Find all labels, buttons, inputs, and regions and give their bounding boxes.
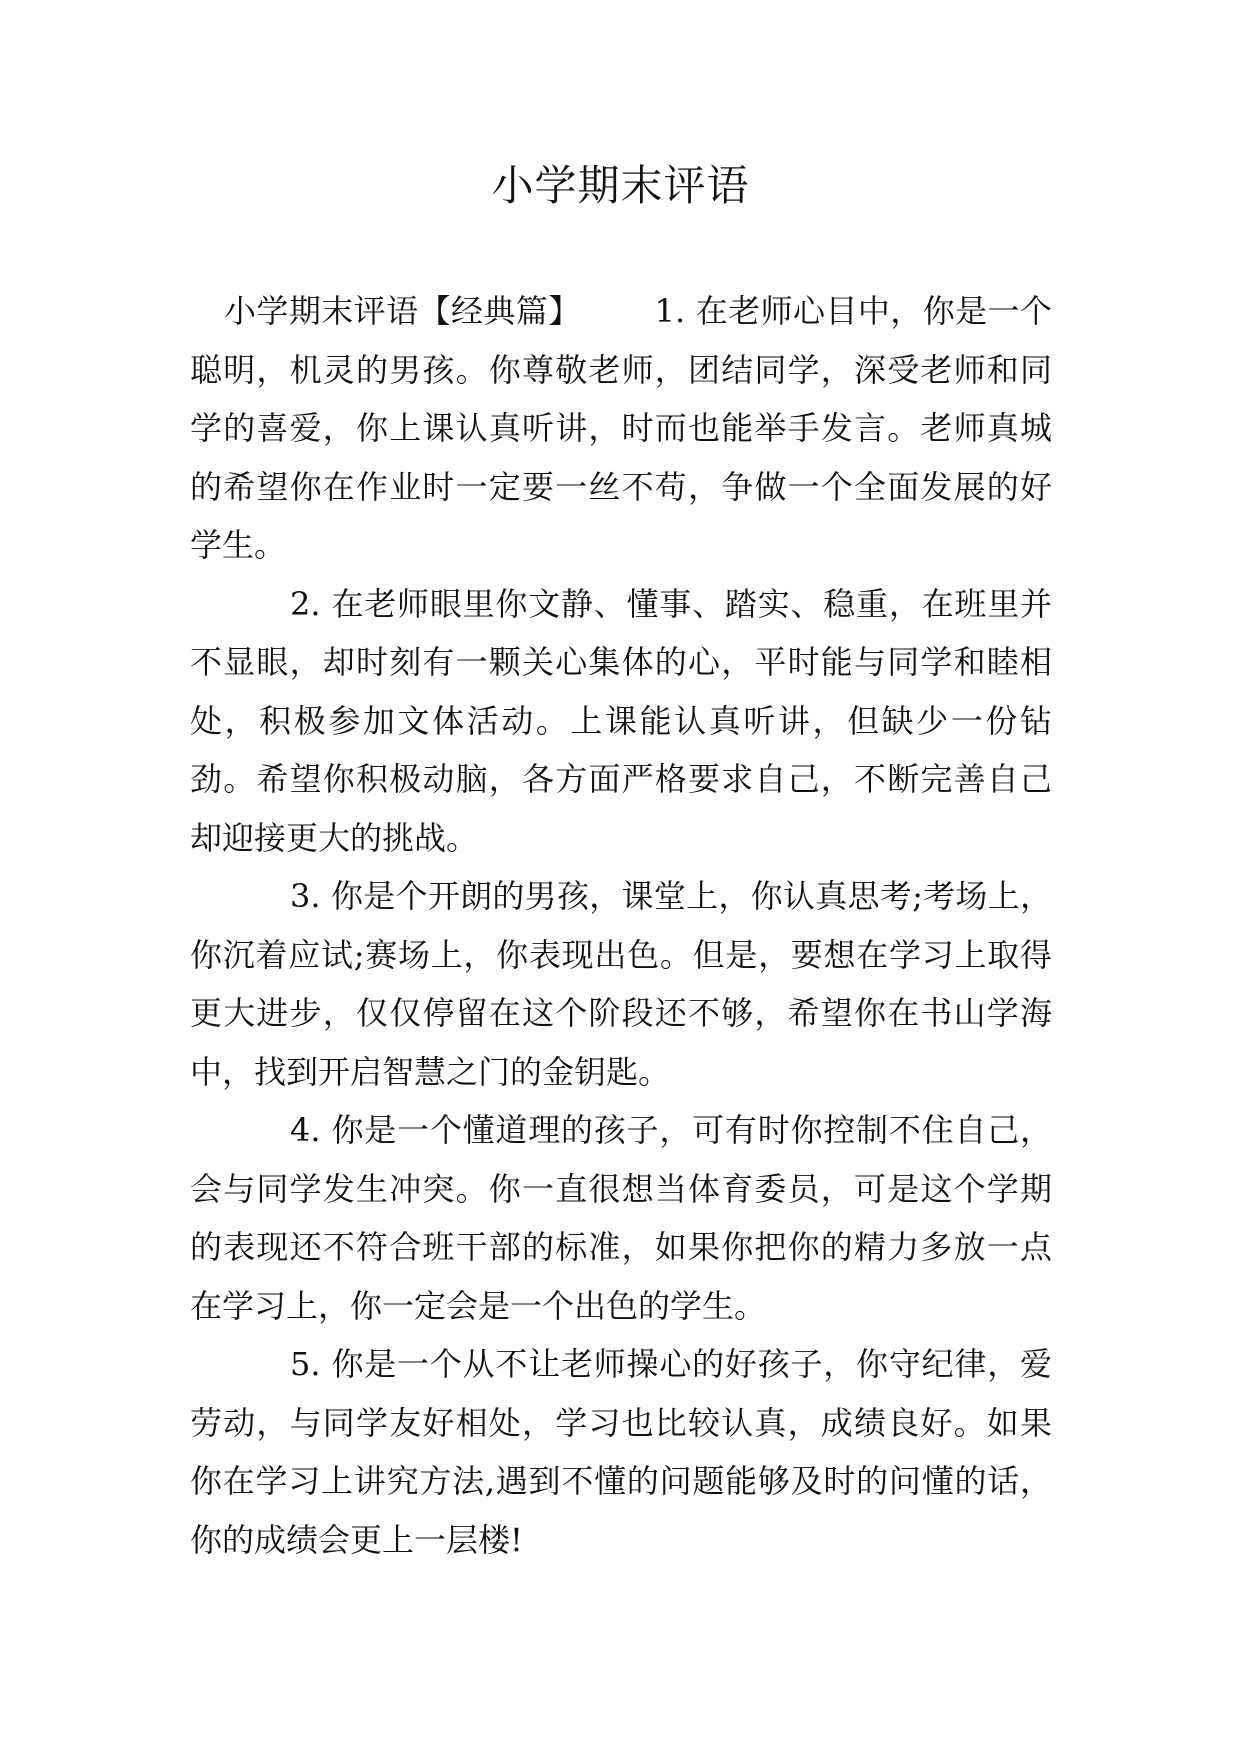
document-body	[190, 282, 1052, 1569]
paragraph-text: 1. 在老师心目中，你是一个聪明，机灵的男孩。你尊敬老师，团结同学，深受老师和同学的喜爱，你上课认真听讲，时而也能举手发言。老师真城的希望你在作业时一定要一丝不苟，争做一个全面发展的好学生。	[190, 292, 1052, 564]
paragraph-4: 4. 你是一个懂道理的孩子，可有时你控制不住自己，会与同学发生冲突。你一直很想当体育委员，可是这个学期的表现还不符合班干部的标准，如果你把你的精力多放一点在学习上，你一定会是一个出色的学生。	[190, 1111, 1052, 1325]
paragraph-5: 5. 你是一个从不让老师操心的好孩子，你守纪律，爱劳动，与同学友好相处，学习也比较认真，成绩良好。如果你在学习上讲究方法,遇到不懂的问题能够及时的问懂的话，你的成绩会更上一层楼!	[190, 1345, 1052, 1559]
document-title: 小学期末评语	[491, 161, 750, 210]
paragraph-2: 2. 在老师眼里你文静、懂事、踏实、稳重，在班里并不显眼，却时刻有一颗关心集体的心，平时能与同学和睦相处，积极参加文体活动。上课能认真听讲，但缺少一份钻劲。希望你积极动脑，各方面严格要求自己，不断完善自己却迎接更大的挑战。	[190, 584, 1052, 857]
intro-heading: 小学期末评语【经典篇】	[224, 292, 581, 330]
paragraph-3: 3. 你是个开朗的男孩，课堂上，你认真思考;考场上，你沉着应试;赛场上，你表现出色。但是，要想在学习上取得更大进步，仅仅停留在这个阶段还不够，希望你在书山学海中，找到开启智慧之门的金钥匙。	[190, 877, 1052, 1091]
paragraph-1	[190, 282, 1052, 575]
